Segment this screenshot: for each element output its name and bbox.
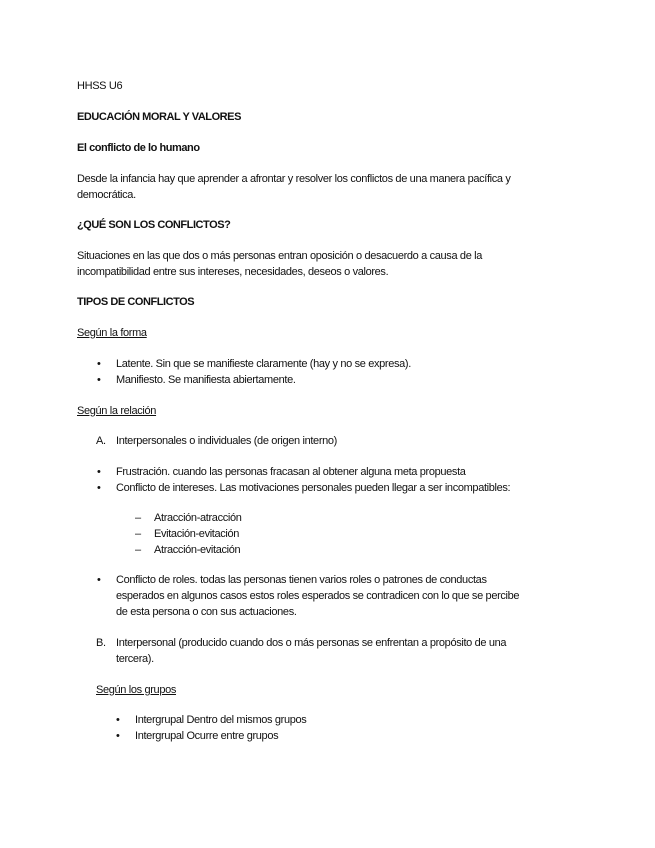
bullet-marker: •	[97, 574, 101, 586]
section-a-marker: A.	[96, 435, 106, 447]
q-heading: ¿QUÉ SON LOS CONFLICTOS?	[77, 219, 231, 231]
relacion-heading: Según la relación	[77, 405, 157, 417]
forma-heading: Según la forma	[77, 327, 147, 339]
intro-line-1: Desde la infancia hay que aprender a afrontar y resolver los conflictos de una manera pacífica y	[77, 173, 511, 185]
section-b-marker: B.	[96, 637, 106, 649]
forma-item-2: Manifiesto. Se manifiesta abiertamente.	[116, 374, 296, 386]
section-a-text: Interpersonales o individuales (de origen interno)	[116, 435, 337, 447]
dash-item-3: Atracción-evitación	[154, 544, 241, 556]
grupos-heading: Según los grupos	[96, 684, 177, 696]
dash-marker: –	[135, 512, 142, 524]
a-item-1: Frustración. cuando las personas fracasan al obtener alguna meta propuesta	[116, 466, 466, 478]
bullet-marker: •	[116, 730, 120, 742]
section-b-line-2: tercera).	[116, 653, 154, 665]
bullet-marker: •	[97, 374, 101, 386]
dash-marker: –	[135, 544, 142, 556]
dash-item-2: Evitación-evitación	[154, 528, 240, 540]
grupos-item-2: Intergrupal Ocurre entre grupos	[135, 730, 279, 742]
roles-line-3: de esta persona o con sus actuaciones.	[116, 606, 297, 618]
q-text-line-2: incompatibilidad entre sus intereses, necesidades, deseos o valores.	[77, 266, 389, 278]
a-item-2: Conflicto de intereses. Las motivaciones personales pueden llegar a ser incompatibles:	[116, 482, 511, 494]
roles-line-2: esperados en algunos casos estos roles esperados se contradicen con lo que se percibe	[116, 590, 520, 602]
bullet-marker: •	[97, 482, 101, 494]
doc-title: EDUCACIÓN MORAL Y VALORES	[77, 111, 241, 123]
types-heading: TIPOS DE CONFLICTOS	[77, 296, 195, 308]
q-text-line-1: Situaciones en las que dos o más personas entran oposición o desacuerdo a causa de la	[77, 250, 483, 262]
bullet-marker: •	[97, 358, 101, 370]
bullet-marker: •	[116, 714, 120, 726]
doc-header: HHSS U6	[77, 80, 123, 92]
doc-subtitle: El conflicto de lo humano	[77, 142, 200, 154]
dash-marker: –	[135, 528, 142, 540]
section-b-line-1: Interpersonal (producido cuando dos o más personas se enfrentan a propósito de una	[116, 637, 507, 649]
intro-line-2: democrática.	[77, 189, 136, 201]
dash-item-1: Atracción-atracción	[154, 512, 242, 524]
bullet-marker: •	[97, 466, 101, 478]
forma-item-1: Latente. Sin que se manifieste claramente (hay y no se expresa).	[116, 358, 411, 370]
roles-line-1: Conflicto de roles. todas las personas tienen varios roles o patrones de conductas	[116, 574, 487, 586]
grupos-item-1: Intergrupal Dentro del mismos grupos	[135, 714, 307, 726]
